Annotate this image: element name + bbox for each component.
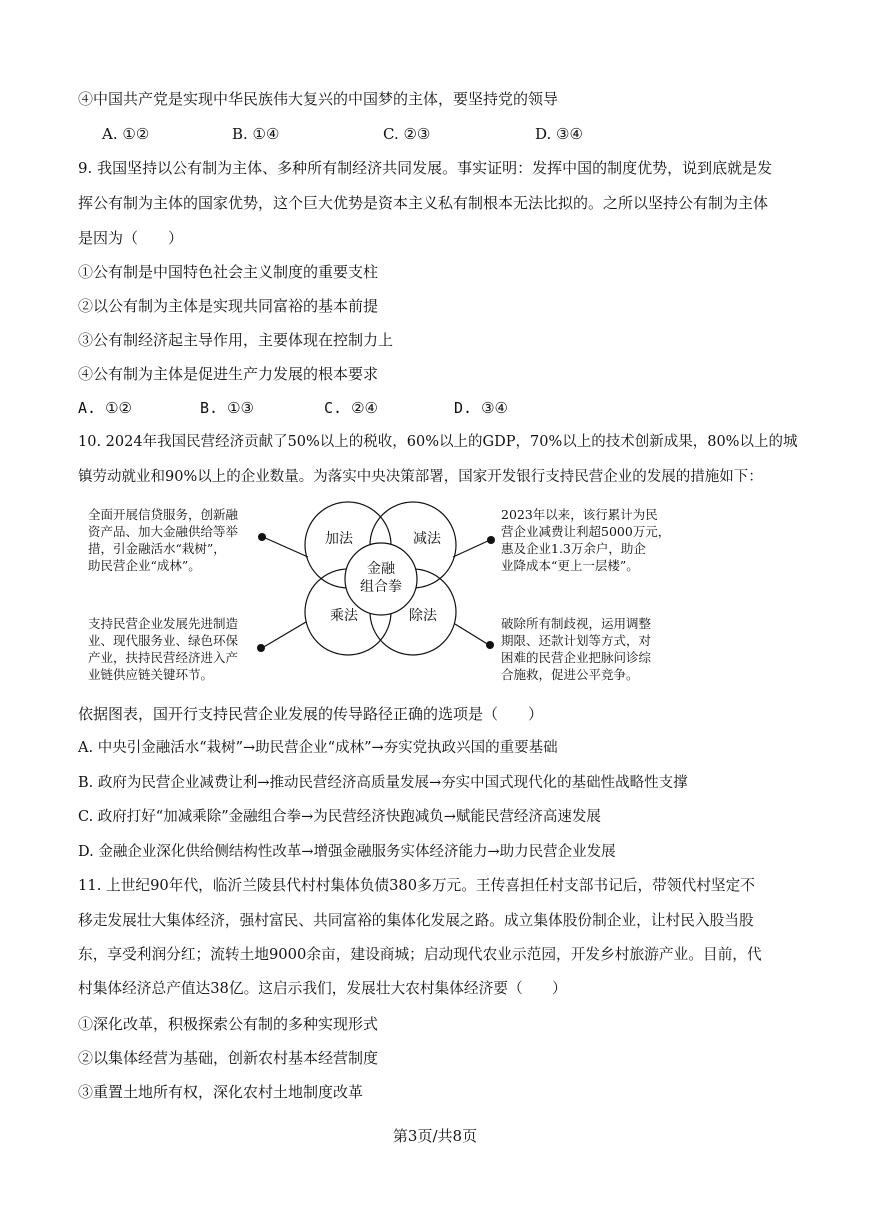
q10-question: 依据图表，国开行支持民营企业发展的传导路径正确的选项是（ ） [78, 705, 544, 723]
connector-top-left [263, 537, 308, 557]
q10-option-d: D. 金融企业深化供给侧结构性改革→增强金融服务实体经济能力→助力民营企业发展 [78, 844, 616, 860]
q11-item-3: ③重置土地所有权，深化农村土地制度改革 [78, 1083, 364, 1101]
dot-bottom-left [257, 644, 265, 652]
q9-option-d: D. ③④ [454, 399, 508, 417]
q10-option-c: C. 政府打好“加减乘除”金融组合拳→为民营经济快跑减负→赋能民营经济高速发展 [78, 809, 601, 825]
q10-stem-line-2: 镇劳动就业和90%以上的企业数量。为落实中央决策部署，国家开发银行支持民营企业的发展的措施如下： [78, 469, 763, 485]
label-center-2: 组合拳 [360, 579, 402, 595]
q9-option-a: A. ①② [78, 399, 132, 417]
q8-option-a: A. ①② [102, 125, 150, 143]
box-multiply-text: 支持民营企业发展先进制造 业、现代服务业、绿色环保 产业，扶持民营经济进入产 业链供应链关键环节。 [88, 616, 239, 682]
q9-item-4: ④公有制为主体是促进生产力发展的根本要求 [78, 365, 379, 383]
label-center-1: 金融 [367, 561, 395, 577]
box-divide-text: 破除所有制歧视，运用调整 期限、还款计划等方式，对 困难的民营企业把脉问诊综 合施救，促进公平竞争。 [501, 616, 652, 682]
label-divide: 除法 [409, 608, 437, 624]
q10-stem-line-1: 10. 2024年我国民营经济贡献了50%以上的税收，60%以上的GDP，70%以上的技术创新成果，80%以上的城 [78, 434, 798, 450]
q9-option-c: C. ②④ [324, 399, 378, 417]
connector-bottom-right [455, 624, 489, 645]
label-subtract: 减法 [413, 531, 441, 547]
dot-bottom-right [486, 641, 494, 649]
q11-stem-line-2: 移走发展壮大集体经济，强村富民、共同富裕的集体化发展之路。成立集体股份制企业，让村民入股当股 [78, 912, 754, 929]
q11-stem-line-3: 东，享受利润分红；流转土地9000余亩，建设商城；启动现代农业示范园，开发乡村旅游产业。目前，代 [78, 946, 762, 963]
page-footer: 第3页/共8页 [392, 1127, 478, 1145]
q9-item-2: ②以公有制为主体是实现共同富裕的基本前提 [78, 297, 379, 315]
box-add-text: 全面开展信贷服务，创新融 资产品、加大金融供给等举 措，引金融活水“栽树”， 助民营企业“成林”。 [88, 507, 239, 573]
q9-item-3: ③公有制经济起主导作用，主要体现在控制力上 [78, 331, 394, 349]
connector-bottom-left [262, 622, 306, 648]
box-subtract-text: 2023年以来，该行累计为民 营企业减费让利超5000万元， 惠及企业1.3万余户，助企 业降成本“更上一层楼”。 [501, 507, 671, 573]
q11-item-1: ①深化改革，积极探索公有制的多种实现形式 [78, 1015, 379, 1033]
label-add: 加法 [325, 531, 353, 547]
q9-option-b: B. ①③ [200, 399, 254, 417]
dot-top-left [258, 533, 266, 541]
q9-stem-line-2: 挥公有制为主体的国家优势，这个巨大优势是资本主义私有制根本无法比拟的。之所以坚持公有制为主体 [78, 194, 769, 212]
label-multiply: 乘法 [330, 608, 358, 624]
q11-stem-line-1: 11. 上世纪90年代，临沂兰陵县代村村集体负债380多万元。王传喜担任村支部书记后，带领代村坚定不 [78, 877, 755, 894]
q11-stem-line-4: 村集体经济总产值达38亿。这启示我们，发展壮大农村集体经济要（ ） [78, 980, 567, 997]
q10-option-a: A. 中央引金融活水“栽树”→助民营企业“成林”→夯实党执政兴国的重要基础 [78, 740, 558, 756]
dot-top-right [487, 536, 495, 544]
q8-option-c: C. ②③ [383, 125, 431, 143]
q9-item-1: ①公有制是中国特色社会主义制度的重要支柱 [78, 263, 379, 281]
connector-top-right [453, 540, 490, 557]
q8-item-4: ④中国共产党是实现中华民族伟大复兴的中国梦的主体，要坚持党的领导 [78, 90, 559, 108]
q8-option-d: D. ③④ [535, 125, 583, 143]
q8-option-b: B. ①④ [232, 125, 280, 143]
q9-stem-line-1: 9. 我国坚持以公有制为主体、多种所有制经济共同发展。事实证明：发挥中国的制度优势，说到底就是发 [78, 159, 773, 177]
q9-stem-line-3: 是因为（ ） [78, 229, 184, 247]
q11-item-2: ②以集体经营为基础，创新农村基本经营制度 [78, 1049, 379, 1067]
q10-option-b: B. 政府为民营企业减费让利→推动民营经济高质量发展→夯实中国式现代化的基础性战略性支撑 [78, 775, 688, 791]
